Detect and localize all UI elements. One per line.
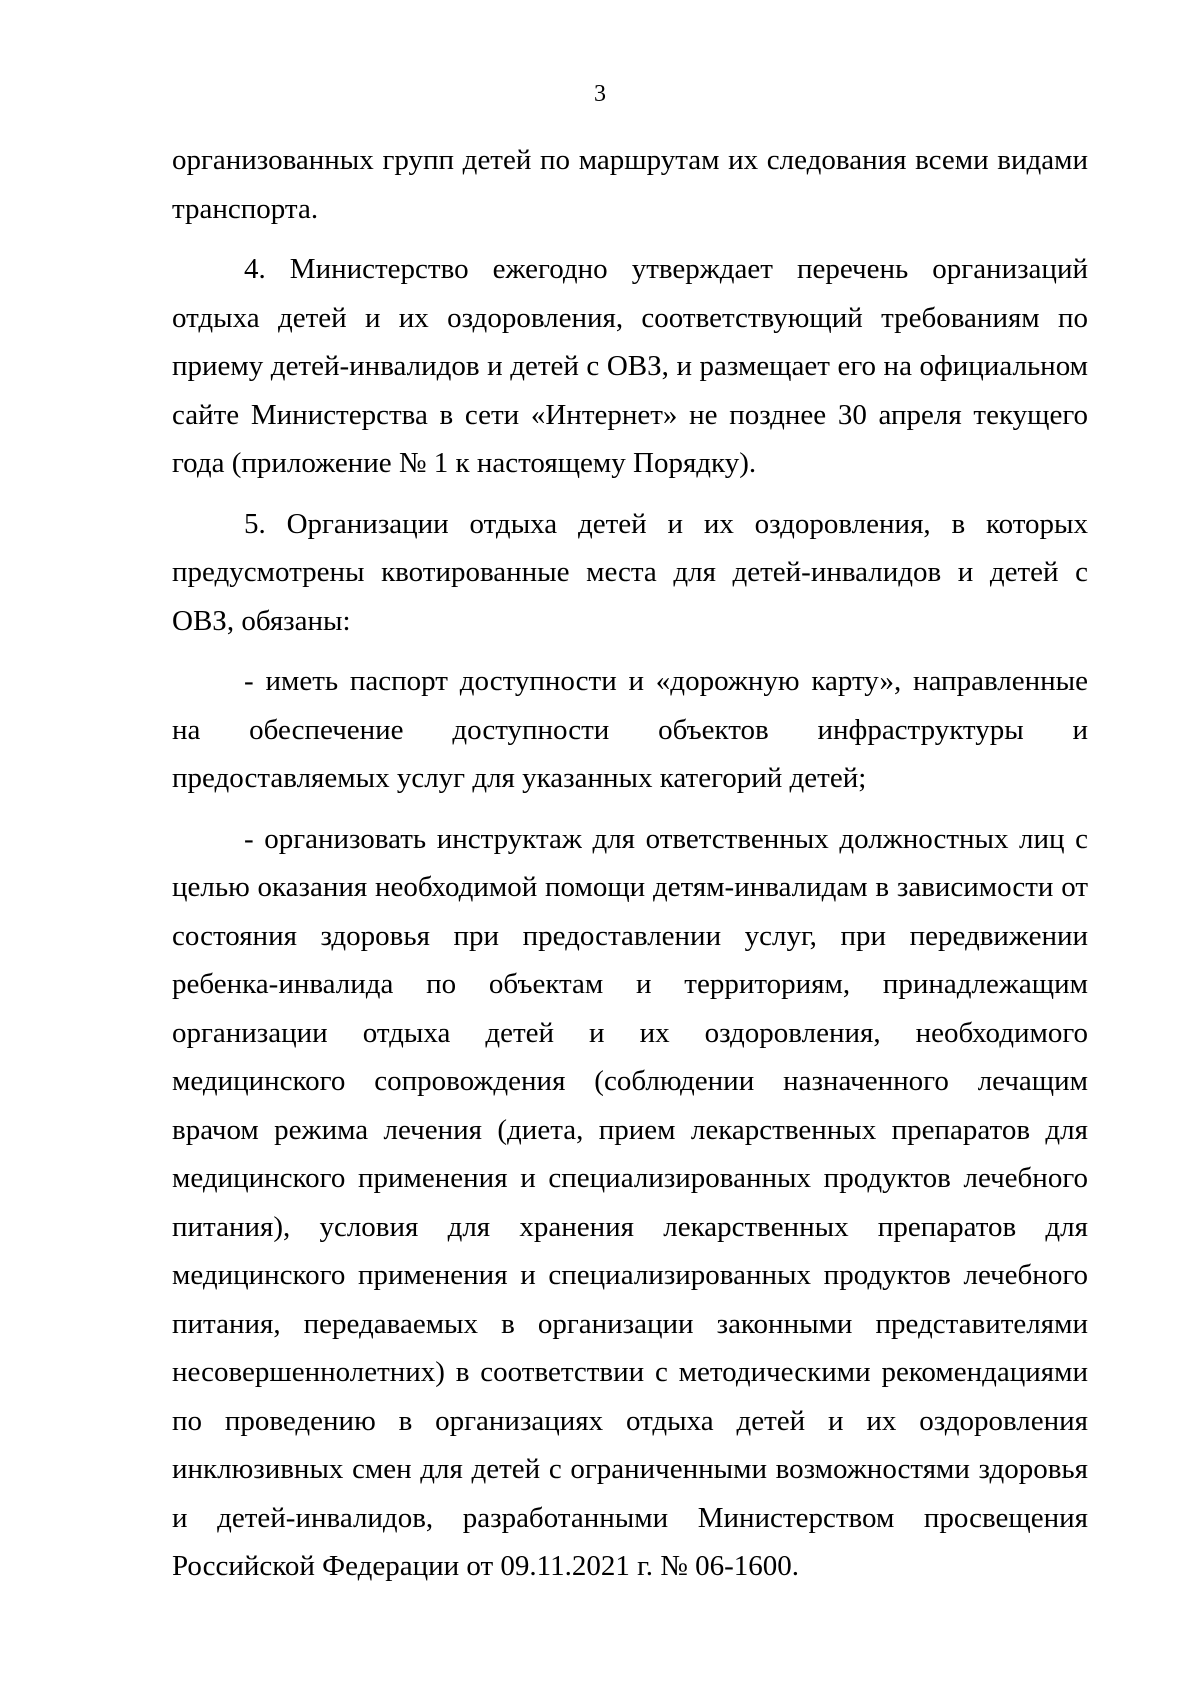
document-body bbox=[172, 136, 1088, 1603]
paragraph-item-4: 4. Министерство ежегодно утверждает перечень организаций отдыха детей и их оздоровления, соответствующий требованиям по приему детей-инвалидов и детей с ОВЗ, и размещает его на официальном сайте Министерства в сети «Интернет» не позднее 30 апреля текущего года (приложение № 1 к настоящему Порядку). bbox=[172, 253, 1088, 479]
paragraph-continuation: организованных групп детей по маршрутам их следования всеми видами транспорта. bbox=[172, 144, 1088, 225]
paragraph-obligation-instruction: - организовать инструктаж для ответственных должностных лиц с целью оказания необходимой помощи детям-инвалидам в зависимости от состояния здоровья при предоставлении услуг, при передвижении ребенка-инвалида по объектам и территориям, принадлежащим организации отдыха детей и их оздоровления, необходимого медицинского сопровождения (соблюдении назначенного лечащим врачом режима лечения (диета, прием лекарственных препаратов для медицинского применения и специализированных продуктов лечебного питания), условия для хранения лекарственных препаратов для медицинского применения и специализированных продуктов лечебного питания, передаваемых в организации законными представителями несовершеннолетних) в соответствии с методическими рекомендациями по проведению в организациях отдыха детей и их оздоровления инклюзивных смен для детей с ограниченными возможностями здоровья и детей-инвалидов, разработанными Министерством просвещения Российской Федерации от 09.11.2021 г. № 06-1600. bbox=[172, 822, 1088, 1582]
page-number: 3 bbox=[594, 81, 606, 107]
paragraph-obligation-passport: - иметь паспорт доступности и «дорожную карту», направленные на обеспечение доступности объектов инфраструктуры и предоставляемых услуг для указанных категорий детей; bbox=[172, 665, 1088, 794]
paragraph-item-5: 5. Организации отдыха детей и их оздоровления, в которых предусмотрены квотированные места для детей-инвалидов и детей с ОВЗ, обязаны: bbox=[172, 507, 1088, 637]
